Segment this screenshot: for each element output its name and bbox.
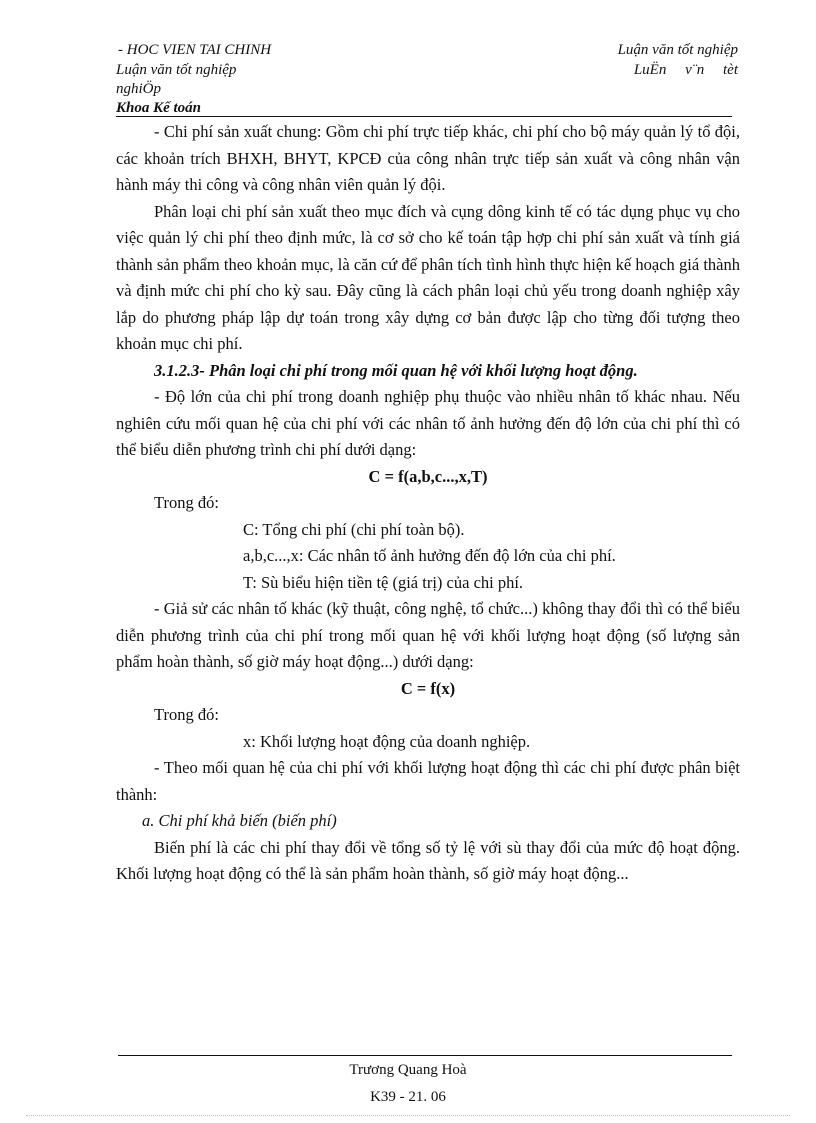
paragraph-cost-magnitude: - Độ lớn của chi phí trong doanh nghiệp phụ thuộc vào nhiều nhân tố khác nhau. Nếu nghiên cứu mối quan hệ của chi phí với các nhân tố ảnh hưởng đến độ lớn của chi phí thì có thể biểu diễn phương trình chi phí dưới dạng: [116,387,740,459]
paragraph-variable-cost: Biến phí là các chi phí thay đổi về tổng số tỷ lệ với sù thay đổi của mức độ hoạt động. Khối lượng hoạt động có thể là sản phẩm hoàn thành, số giờ máy hoạt động... [116,837,740,883]
where-label-2: Trong đó: [154,705,219,724]
definition-x: x: Khối lượng hoạt động của doanh nghiệp. [243,731,531,751]
equation-volume: C = f(x) [400,678,456,698]
section-heading: 3.1.2.3- Phân loại chi phí trong mối quan hệ với khối lượng hoạt động. [154,360,638,380]
header-left-line2: Luận văn tốt nghiệp [116,62,237,78]
definition-c: C: Tổng chi phí (chi phí toàn bộ). [243,519,465,539]
paragraph-general-costs: - Chi phí sản xuất chung: Gồm chi phí trực tiếp khác, chi phí cho bộ máy quản lý tổ đội, các khoản trích BHXH, BHYT, KPCĐ của công nhân trực tiếp sản xuất và công nhân vận hành máy thi công và công nhân viên quản lý đội. [116,122,740,194]
header-left-line1: - HOC VIEN TAI CHINH [118,42,272,58]
footer-class: K39 - 21. 06 [370,1089,446,1105]
header-right-line2: LuËn v¨n tèt [633,62,738,78]
footer-rule [118,1055,732,1056]
header-left-line3: nghiÖp [116,81,161,97]
definition-factors: a,b,c...,x: Các nhân tố ảnh hưởng đến độ lớn của chi phí. [243,546,616,565]
header-right-line1: Luận văn tốt nghiệp [617,42,738,58]
equation-total-cost: C = f(a,b,c...,x,T) [368,466,488,486]
subheading-variable-cost: a. Chi phí khả biến (biến phí) [142,811,337,830]
page-body [116,119,740,888]
page-bottom-divider [26,1115,790,1116]
paragraph-assumption: - Giả sử các nhân tố khác (kỹ thuật, công nghệ, tổ chức...) không thay đổi thì có thể biểu diễn phương trình của chi phí trong mối quan hệ với khối lượng hoạt động (số lượng sản phẩm hoàn thành, số giờ máy hoạt động...) dưới dạng: [116,599,740,671]
header-department: Khoa Kế toán [116,100,202,116]
paragraph-cost-types: - Theo mối quan hệ của chi phí với khối lượng hoạt động thì các chi phí được phân biệt thành: [116,758,740,804]
definition-t: T: Sù biểu hiện tiền tệ (giá trị) của chi phí. [243,572,524,592]
paragraph-classification-purpose: Phân loại chi phí sản xuất theo mục đích và cụng dông kinh tế có tác dụng phục vụ cho việc quản lý chi phí theo định mức, là cơ sở cho kế toán tập hợp chi phí sản xuất và tính giá thành sản phẩm theo khoản mục, là căn cứ để phân tích tình hình thực hiện kế hoạch giá thành và định mức chi phí cho kỳ sau. Đây cũng là cách phân loại chủ yếu trong doanh nghiệp xây lắp do phương pháp lập dự toán trong xây dựng cơ bản được lập cho từng đối tượng theo khoản mục chi phí. [116,201,740,353]
where-label-1: Trong đó: [154,493,219,512]
footer-author: Trương Quang Hoà [349,1062,467,1078]
header-rule [116,116,732,117]
